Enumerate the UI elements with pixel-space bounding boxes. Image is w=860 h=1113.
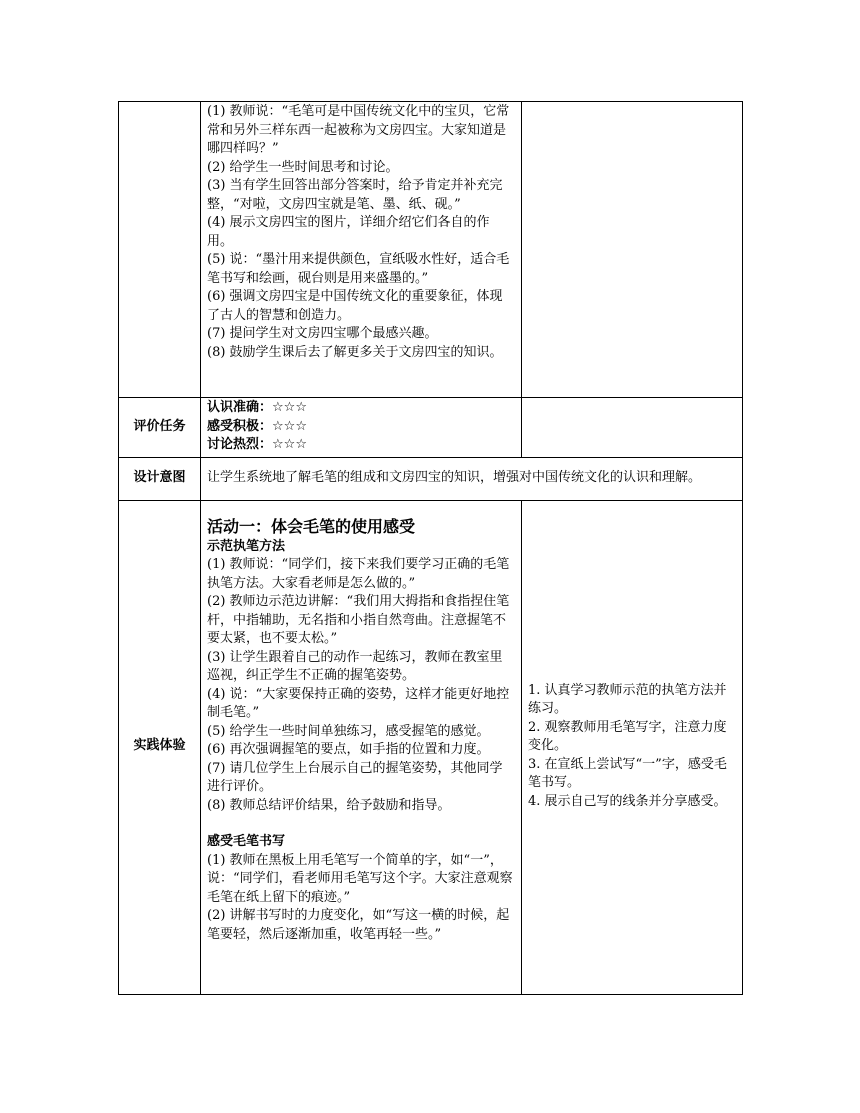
design-intent-text: 让学生系统地了解毛笔的组成和文房四宝的知识，增强对中国传统文化的认识和理解。: [201, 457, 743, 500]
student-activity-item: 2. 观察教师用毛笔写字，注意力度变化。: [528, 719, 727, 754]
practice-label: 实践体验: [119, 500, 201, 994]
table-row: [119, 102, 743, 398]
step-item: (7) 请几位学生上台展示自己的握笔姿势，其他同学进行评价。: [207, 760, 503, 794]
evaluation-empty-cell: [522, 398, 743, 458]
step-item: (4) 说：“大家要保持正确的姿势，这样才能更好地控制毛笔。”: [207, 686, 510, 720]
step-item: (1) 教师在黑板上用毛笔写一个简单的字，如“一”，说：“同学们，看老师用毛笔写这个字。大家注意观察毛笔在纸上留下的痕迹。”: [207, 852, 513, 905]
section-title: 感受毛笔书写: [207, 834, 286, 849]
student-activity-item: 3. 在宣纸上尝试写“一”字，感受毛笔书写。: [528, 756, 727, 791]
design-intent-label: 设计意图: [119, 457, 201, 500]
step-item: (7) 提问学生对文房四宝哪个最感兴趣。: [207, 326, 438, 341]
table-row: [119, 500, 743, 994]
teacher-activity-cell: [201, 102, 522, 398]
table-row: [119, 398, 743, 458]
practice-teacher-cell: [201, 500, 522, 994]
spacer: [207, 815, 515, 833]
step-item: (2) 教师边示范边讲解：“我们用大拇指和食指捏住笔杆，中指辅助，无名指和小指自然弯曲。注意握笔不要太紧，也不要太松。”: [207, 594, 510, 646]
step-item: (3) 当有学生回答出部分答案时，给予肯定并补充完整，“对啦，文房四宝就是笔、墨、纸、砚。”: [207, 178, 503, 212]
rating-stars: ☆☆☆: [272, 400, 307, 415]
evaluation-item: 讨论热烈：☆☆☆: [207, 437, 307, 452]
student-activity-item: 1. 认真学习教师示范的执笔方法并练习。: [528, 682, 727, 717]
step-item: (6) 强调文房四宝是中国传统文化的重要象征，体现了古人的智慧和创造力。: [207, 289, 503, 323]
evaluation-item: 感受积极：☆☆☆: [207, 418, 307, 434]
row-label-empty: [119, 102, 201, 398]
rating-stars: ☆☆☆: [272, 437, 307, 452]
evaluation-item: 认识准确：☆☆☆: [207, 400, 307, 415]
step-item: (5) 给学生一些时间单独练习，感受握笔的感觉。: [207, 723, 490, 739]
step-item: (3) 让学生跟着自己的动作一起练习，教师在教室里巡视，纠正学生不正确的握笔姿势。: [207, 649, 503, 683]
step-item: (1) 教师说：“毛笔可是中国传统文化中的宝贝，它常常和另外三样东西一起被称为文房四宝。大家知道是哪四样吗？”: [207, 104, 510, 156]
student-activity-cell: [522, 102, 743, 398]
step-item: (6) 再次强调握笔的要点，如手指的位置和力度。: [207, 742, 490, 757]
section-title: 示范执笔方法: [207, 538, 286, 554]
evaluation-label: 评价任务: [119, 398, 201, 458]
student-activity-item: 4. 展示自己写的线条并分享感受。: [528, 793, 727, 809]
evaluation-items-cell: [201, 398, 522, 458]
step-item: (5) 说：“墨汁用来提供颜色，宣纸吸水性好，适合毛笔书写和绘画，砚台则是用来盛墨的。”: [207, 252, 510, 286]
lesson-plan-table: [118, 101, 743, 995]
step-item: (4) 展示文房四宝的图片，详细介绍它们各自的作用。: [207, 215, 490, 249]
step-item: (8) 鼓励学生课后去了解更多关于文房四宝的知识。: [207, 344, 503, 360]
step-item: (1) 教师说：“同学们，接下来我们要学习正确的毛笔执笔方法。大家看老师是怎么做的。”: [207, 557, 510, 591]
activity-heading: 活动一：体会毛笔的使用感受: [207, 516, 416, 536]
rating-stars: ☆☆☆: [272, 418, 307, 434]
table-row: [119, 457, 743, 500]
practice-student-cell: [522, 500, 743, 994]
step-item: (2) 讲解书写时的力度变化，如“写这一横的时候，起笔要轻，然后逐渐加重，收笔再轻一些。”: [207, 908, 510, 942]
step-item: (8) 教师总结评价结果，给予鼓励和指导。: [207, 797, 451, 813]
step-item: (2) 给学生一些时间思考和讨论。: [207, 159, 399, 175]
